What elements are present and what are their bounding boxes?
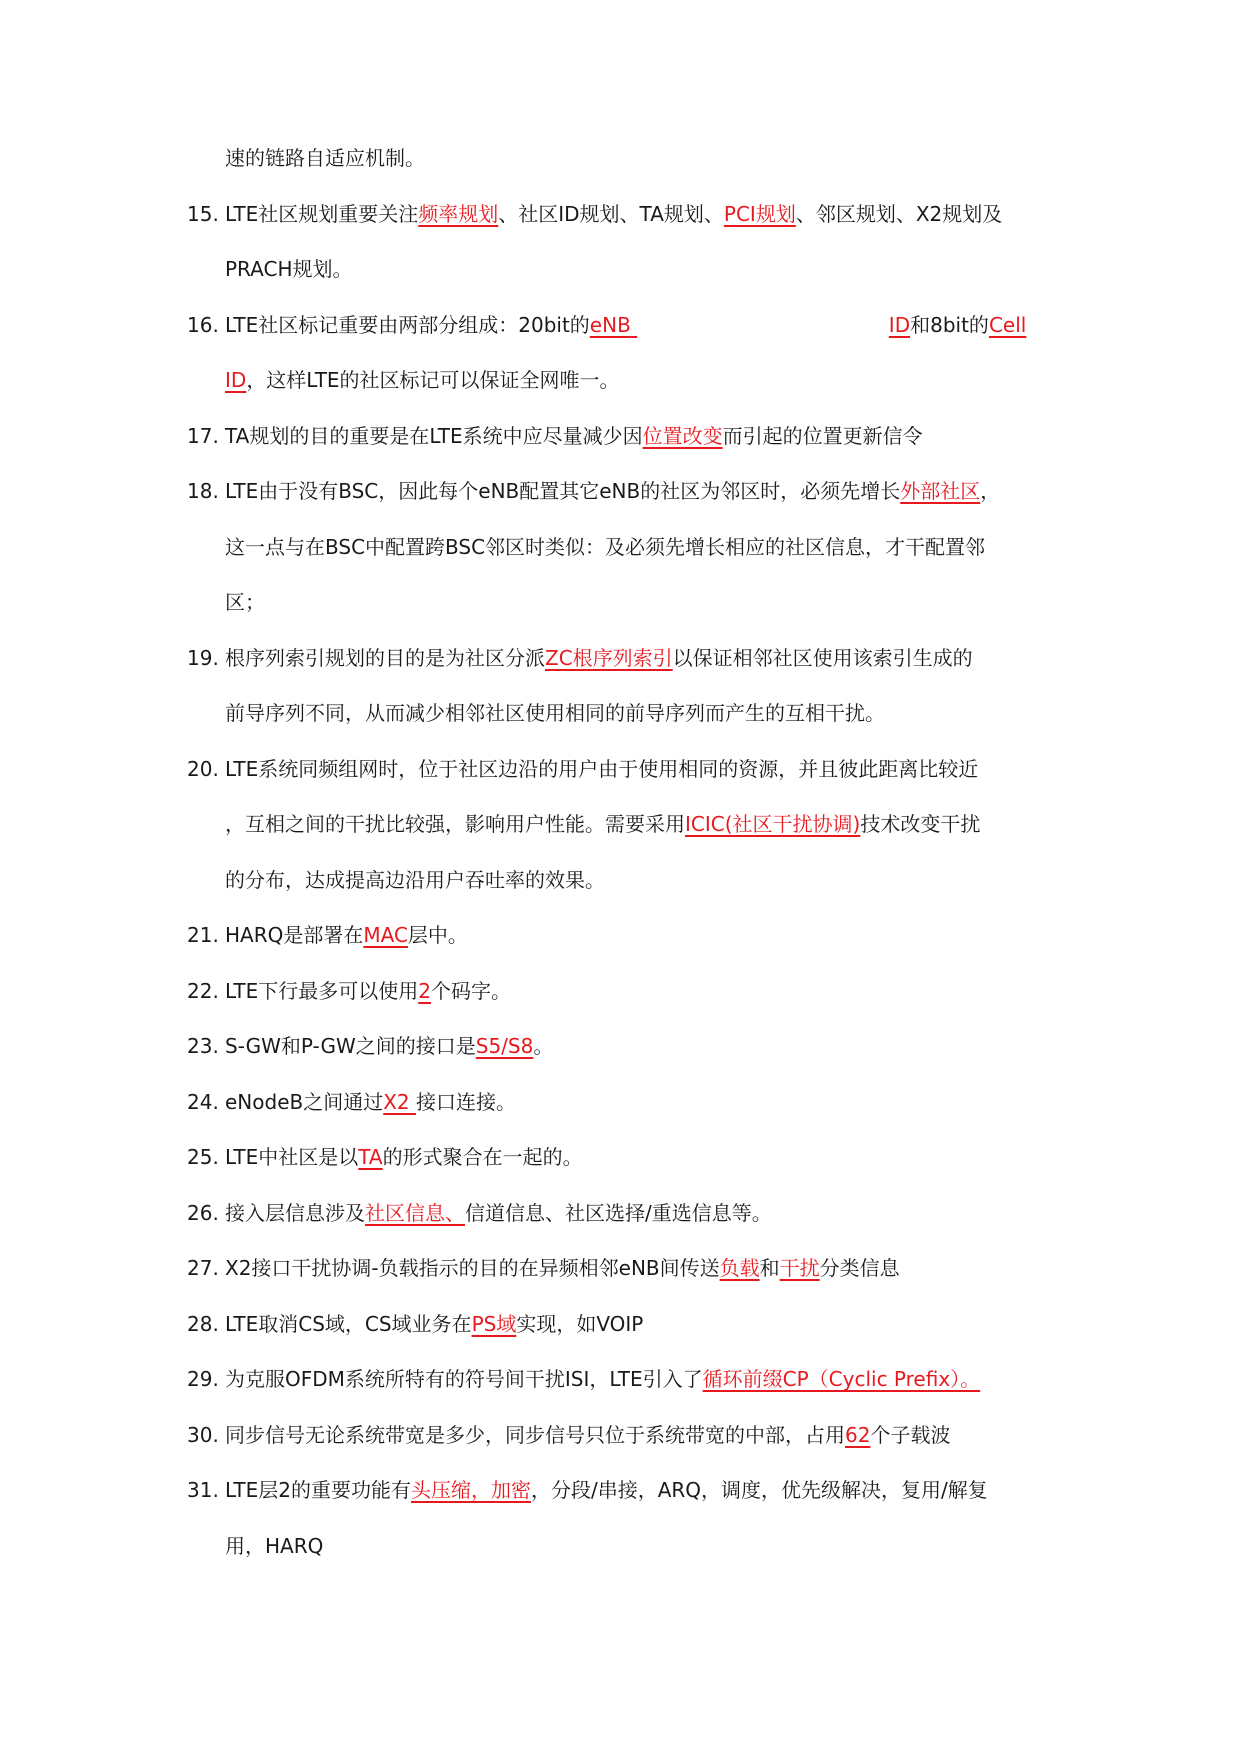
plain-text: ，分段/串接，ARQ，调度，优先级解决，复用/解复 [530, 1478, 988, 1502]
item-text-line [225, 638, 973, 678]
answer-text: 社区信息、 [365, 1200, 465, 1225]
plain-text: ， [980, 479, 1001, 503]
plain-text: 技术改变干扰 [860, 812, 981, 836]
answer-text: ID [225, 368, 247, 392]
plain-text: LTE系统同频组网时，位于社区边沿的用户由于使用相同的资源，并且彼此距离比较近 [225, 756, 979, 781]
answer-text: PCI规划 [723, 201, 796, 226]
plain-text: LTE下行最多可以使用 [225, 978, 419, 1003]
plain-text: LTE中社区是以 [225, 1145, 359, 1169]
answer-text: 2 [418, 978, 431, 1003]
plain-text: 以保证相邻社区使用该索引生成的 [672, 645, 973, 670]
item-text-line [225, 582, 265, 622]
item-text-line [225, 360, 620, 400]
answer-text: PS域 [471, 1311, 517, 1336]
plain-text: HARQ是部署在 [225, 923, 364, 947]
plain-text: 这一点与在BSC中配置跨BSC邻区时类似：及必须先增长相应的社区信息，才干配置邻 [225, 534, 986, 559]
plain-text: 区； [225, 590, 265, 614]
plain-text: LTE层2的重要功能有 [225, 1478, 411, 1502]
plain-text: 、邻区规划、X2规划及 [795, 201, 1003, 226]
plain-text: 的分布，达成提高边沿用户吞吐率的效果。 [225, 867, 605, 892]
plain-text: 个码字。 [430, 978, 511, 1003]
item-text-line [225, 749, 978, 789]
plain-text: 的形式聚合在一起的。 [382, 1145, 583, 1169]
plain-text: LTE社区标记重要由两部分组成：20bit的 [225, 312, 590, 337]
plain-text: LTE由于没有BSC，因此每个eNB配置其它eNB的社区为邻区时，必须先增长 [225, 479, 901, 503]
answer-blank [631, 305, 889, 345]
answer-text: S5/S8 [475, 1034, 534, 1058]
answer-text: ICIC(社区干扰协调) [685, 812, 861, 836]
item-text-line [225, 1526, 323, 1566]
item-text-line [225, 1137, 583, 1177]
plain-text: 接入层信息涉及 [225, 1200, 365, 1225]
item-text-line [225, 1026, 553, 1066]
item-text-line [225, 249, 352, 289]
item-number: 23. [187, 1034, 219, 1058]
plain-text: ，这样LTE的社区标记可以保证全网唯一。 [246, 368, 620, 392]
item-number: 17. [187, 423, 219, 448]
plain-text: ，互相之间的干扰比较强，影响用户性能。需要采用 [225, 812, 685, 836]
plain-text: X2接口干扰协调-负载指示的目的在异频相邻eNB间传送 [225, 1256, 720, 1280]
item-text-line [225, 1193, 772, 1233]
item-text-line [225, 527, 985, 567]
plain-text: 和 [759, 1256, 780, 1280]
item-text-line [225, 1248, 900, 1288]
plain-text: LTE社区规划重要关注 [225, 201, 419, 226]
plain-text: 实现，如VOIP [516, 1311, 644, 1336]
item-number: 28. [187, 1311, 219, 1336]
item-text-line [225, 305, 1026, 345]
plain-text: S-GW和P-GW之间的接口是 [225, 1034, 476, 1058]
item-number: 21. [187, 923, 219, 947]
plain-text: eNodeB之间通过 [225, 1089, 384, 1114]
plain-text: LTE取消CS域，CS域业务在 [225, 1311, 472, 1336]
plain-text: 层中。 [407, 923, 468, 947]
plain-text: 根序列索引规划的目的是为社区分派 [225, 645, 545, 670]
item-text-line [225, 1082, 516, 1122]
answer-text: 干扰 [779, 1256, 820, 1280]
answer-text: eNB [589, 312, 631, 337]
item-number: 22. [187, 978, 219, 1003]
plain-text: 个子载波 [870, 1422, 951, 1447]
item-number: 25. [187, 1145, 219, 1169]
answer-text: 外部社区 [900, 479, 981, 503]
plain-text: 为克服OFDM系统所特有的符号间干扰ISI，LTE引入了 [225, 1367, 703, 1391]
item-text-line [225, 804, 980, 844]
item-text-line [225, 1470, 988, 1510]
item-text-line [225, 1415, 950, 1455]
answer-text: ZC根序列索引 [545, 645, 673, 670]
plain-text: PRACH规划。 [225, 257, 353, 281]
item-number: 19. [187, 645, 219, 670]
item-text-line [225, 971, 511, 1011]
item-text-line [225, 471, 1000, 511]
item-text-line [225, 693, 885, 733]
plain-text: 、社区ID规划、TA规划、 [498, 201, 724, 226]
answer-text: 负载 [719, 1256, 760, 1280]
answer-text: 头压缩，加密 [410, 1478, 531, 1502]
plain-text: 前导序列不同，从而减少相邻社区使用相同的前导序列而产生的互相干扰。 [225, 701, 885, 725]
item-text-line [225, 194, 1002, 234]
item-number: 24. [187, 1089, 219, 1114]
plain-text: 接口连接。 [416, 1089, 517, 1114]
item-number: 26. [187, 1200, 219, 1225]
item-text-line [225, 416, 923, 456]
plain-text: 而引起的位置更新信令 [722, 423, 923, 448]
item-number: 29. [187, 1367, 219, 1391]
item-text-line [225, 915, 468, 955]
answer-text: ID [888, 312, 911, 337]
item-text-line [225, 860, 605, 900]
item-number: 30. [187, 1422, 219, 1447]
answer-text: 位置改变 [642, 423, 723, 448]
plain-text: 分类信息 [819, 1256, 900, 1280]
answer-text: TA [358, 1145, 383, 1169]
item-text-line [225, 1304, 643, 1344]
plain-text: 用，HARQ [225, 1533, 324, 1558]
item-number: 15. [187, 201, 219, 226]
answer-text: 62 [845, 1422, 871, 1447]
item-number: 16. [187, 312, 219, 337]
plain-text: 。 [533, 1034, 554, 1058]
item-number: 31. [187, 1478, 219, 1502]
plain-text: 同步信号无论系统带宽是多少，同步信号只位于系统带宽的中部，占用 [225, 1422, 845, 1447]
answer-text: 频率规划 [418, 201, 499, 226]
item-text-line [225, 1359, 980, 1399]
answer-text: MAC [363, 923, 408, 947]
plain-text: 信道信息、社区选择/重选信息等。 [465, 1200, 772, 1225]
answer-text: X2 [383, 1089, 417, 1114]
item-number: 20. [187, 756, 219, 781]
plain-text: 和8bit的 [910, 312, 989, 337]
item-text-line [225, 138, 425, 178]
plain-text: 速的链路自适应机制。 [225, 146, 425, 170]
item-number: 27. [187, 1256, 219, 1280]
answer-text: Cell [988, 312, 1027, 337]
plain-text: TA规划的目的重要是在LTE系统中应尽量减少因 [225, 423, 643, 448]
answer-text: 循环前缀CP（Cyclic Prefix）。 [702, 1367, 981, 1391]
item-number: 18. [187, 479, 219, 503]
